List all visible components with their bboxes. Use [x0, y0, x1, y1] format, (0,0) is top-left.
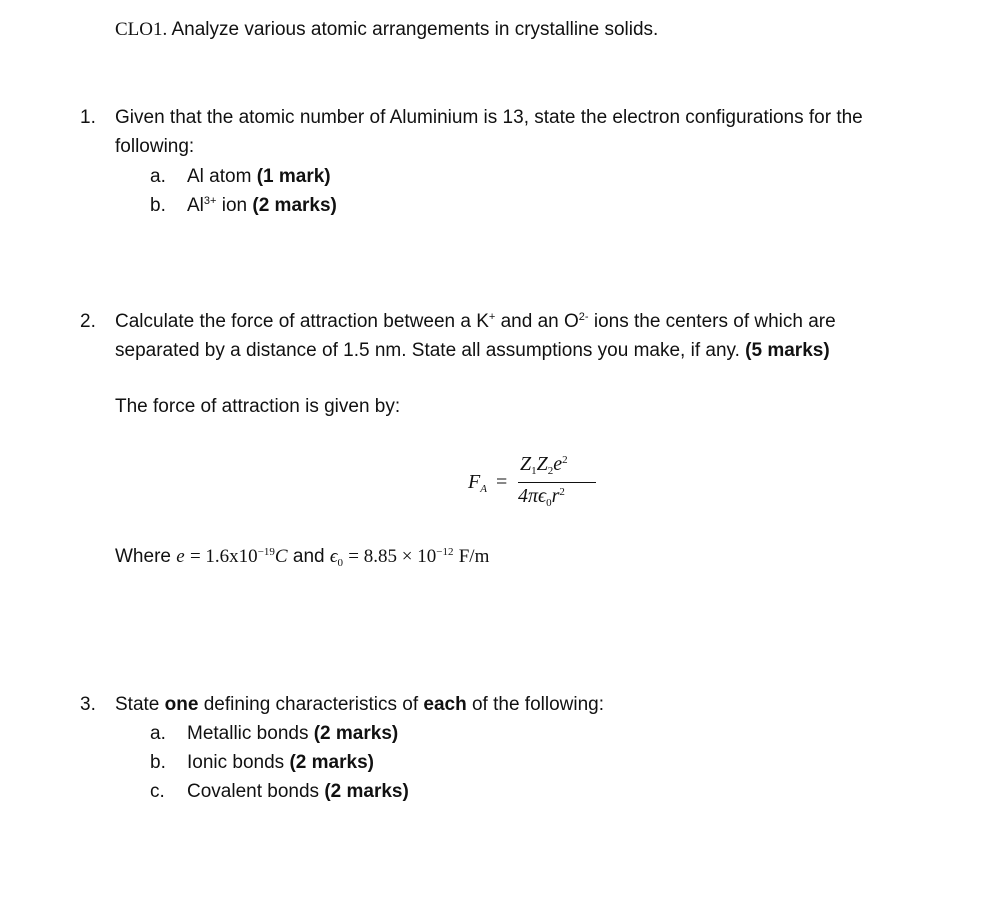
- q3-post: of the following:: [466, 694, 605, 715]
- epsilon-unit: F/m: [458, 546, 490, 567]
- q2-line-2: [115, 336, 830, 365]
- force-intro: The force of attraction is given by:: [115, 396, 401, 417]
- where-word: Where: [115, 546, 171, 567]
- q1-item-b-text: ion: [216, 195, 248, 216]
- q2-line-1: [115, 307, 836, 336]
- q3-bold-each: each: [423, 694, 467, 715]
- q3-item-b: [187, 748, 374, 777]
- formula-equals: =: [495, 471, 508, 493]
- q3-item-b-marks: (2 marks): [289, 752, 374, 773]
- q2-line-1-part-c: ions the centers of which are: [588, 311, 836, 332]
- formula-4pi-eps: 4πϵ: [518, 485, 547, 507]
- q3-pre: State: [115, 694, 165, 715]
- e-unit: C: [274, 546, 288, 567]
- formula-z2: Z: [536, 453, 548, 475]
- q1-item-a: [187, 162, 331, 191]
- q1-line-1: Given that the atomic number of Aluminium is 13, state the electron configurations for the: [115, 107, 863, 128]
- formula-numerator: [520, 450, 568, 479]
- q1-item-b-charge: 3+: [203, 195, 217, 207]
- q3-item-a-letter: a.: [150, 723, 166, 744]
- epsilon-value: = 8.85 × 10: [348, 546, 437, 567]
- e-symbol: e: [176, 546, 185, 567]
- formula-e: e: [553, 453, 563, 475]
- q1-item-b: [187, 191, 337, 220]
- q1-number: 1.: [80, 107, 96, 128]
- formula-lhs: [468, 468, 507, 497]
- epsilon-sub: 0: [337, 557, 344, 569]
- formula-r: r: [551, 485, 560, 507]
- q3-item-a-marks: (2 marks): [313, 723, 399, 744]
- q3-mid: defining characteristics of: [198, 694, 424, 715]
- clo-title: Analyze various atomic arrangements in crystalline solids.: [171, 19, 659, 40]
- force-formula: [468, 448, 608, 516]
- q2-line-1-part-b: and an O: [495, 311, 579, 332]
- formula-z1: Z: [520, 453, 532, 475]
- q1-item-b-marks: (2 marks): [252, 195, 337, 216]
- formula-z1-sub: 1: [531, 465, 537, 477]
- q1-item-a-text: Al atom: [187, 166, 252, 187]
- q3-number: 3.: [80, 694, 96, 715]
- page-header: [115, 15, 658, 44]
- q1-item-a-marks: (1 mark): [256, 166, 331, 187]
- q3-item-c-text: Covalent bonds: [187, 781, 325, 802]
- e-exponent: −19: [257, 546, 275, 558]
- q1-item-b-letter: b.: [150, 195, 166, 216]
- q1-item-b-base: Al: [187, 195, 204, 216]
- formula-eps-sub: 0: [546, 497, 552, 509]
- q3-item-a-text: Metallic bonds: [187, 723, 314, 744]
- q3-bold-one: one: [164, 694, 199, 715]
- formula-f-sub: A: [480, 483, 487, 495]
- q2-number: 2.: [80, 311, 96, 332]
- epsilon-symbol: ϵ: [329, 546, 338, 567]
- epsilon-exponent: −12: [436, 546, 454, 558]
- q3-line: [115, 690, 604, 719]
- formula-r-sup: 2: [559, 486, 565, 498]
- clo-code: CLO1.: [115, 19, 168, 40]
- q2-line-1-part-a: Calculate the force of attraction between a K: [115, 311, 489, 332]
- o-ion-charge: 2-: [578, 311, 589, 323]
- and-word: and: [292, 546, 325, 567]
- q2-line-2-text: separated by a distance of 1.5 nm. State all assumptions you make, if any.: [115, 340, 740, 361]
- q3-item-a: [187, 719, 398, 748]
- formula-e-sup: 2: [562, 454, 568, 466]
- q3-item-c: [187, 777, 409, 806]
- constants-line: [115, 542, 489, 571]
- q1-item-a-letter: a.: [150, 166, 166, 187]
- formula-f: F: [468, 471, 481, 493]
- q2-marks: (5 marks): [745, 340, 830, 361]
- formula-denominator: [518, 482, 565, 511]
- q1-line-2: following:: [115, 136, 195, 157]
- q3-item-b-letter: b.: [150, 752, 166, 773]
- q3-item-c-letter: c.: [150, 781, 165, 802]
- k-ion-charge: +: [488, 311, 496, 323]
- q3-item-b-text: Ionic bonds: [187, 752, 290, 773]
- q3-item-c-marks: (2 marks): [324, 781, 409, 802]
- formula-z2-sub: 2: [547, 465, 554, 477]
- e-value: = 1.6x10: [189, 546, 258, 567]
